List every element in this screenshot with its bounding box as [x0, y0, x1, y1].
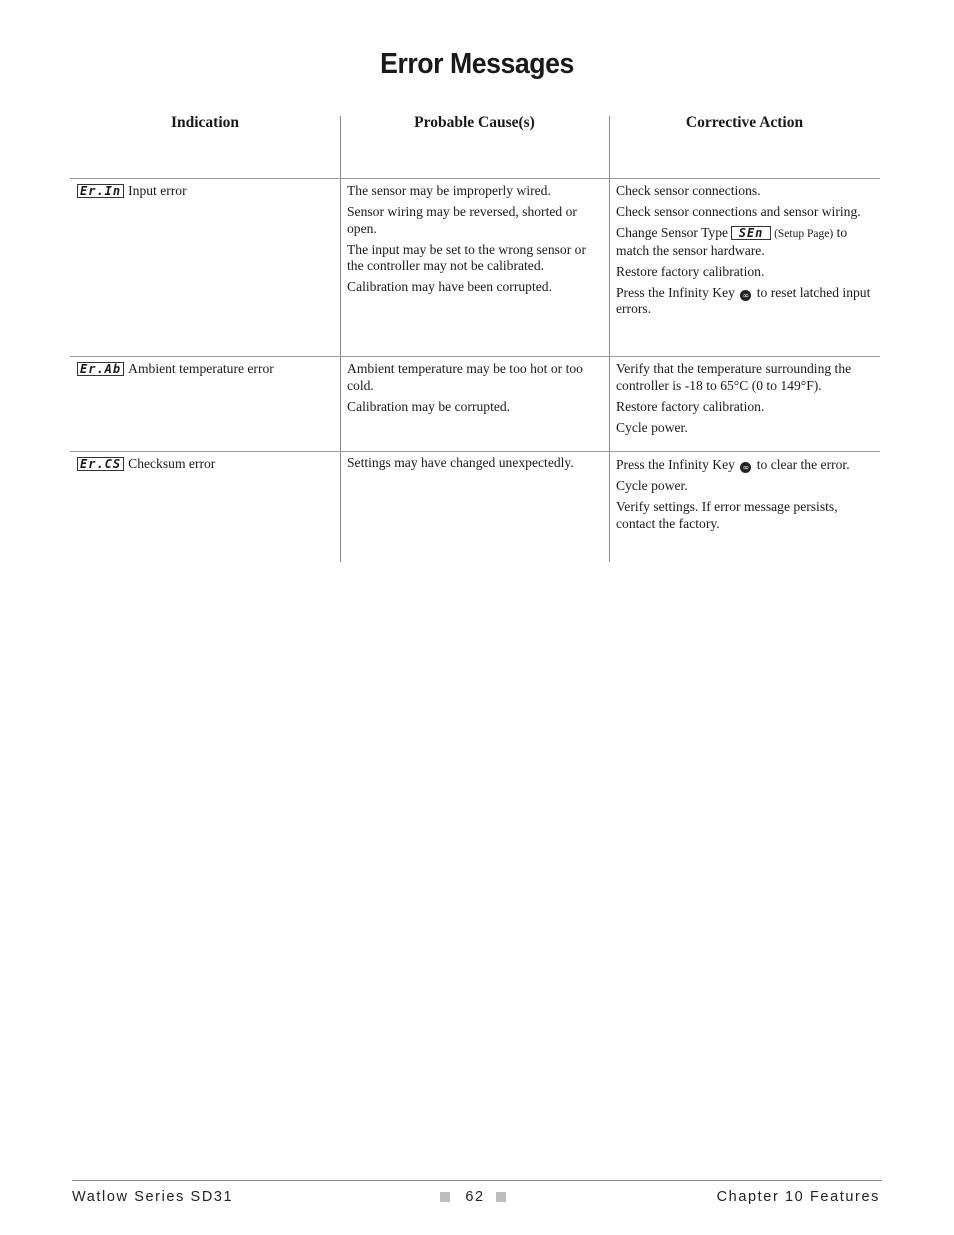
cause-text: Ambient temperature may be too hot or too cold. — [347, 361, 583, 393]
cause-text: The sensor may be improperly wired. — [347, 183, 551, 198]
footer-chapter: Chapter 10 Features — [716, 1189, 880, 1205]
table-row-actions — [616, 457, 876, 537]
table-row-actions — [616, 361, 876, 441]
action-text: Cycle power. — [616, 419, 688, 435]
action-text-part: Press the Infinity Key — [616, 457, 735, 472]
lcd-code-icon: SEn — [731, 226, 771, 240]
row-divider — [70, 356, 880, 357]
header-indication: Indication — [170, 114, 240, 131]
cause-text: Settings may have changed unexpectedly. — [347, 455, 574, 470]
action-text-part: Change Sensor Type — [616, 225, 729, 240]
footer-square-icon — [440, 1192, 450, 1202]
page-number: 62 — [465, 1189, 485, 1205]
lcd-code-icon: Er.Ab — [77, 362, 124, 376]
lcd-code-icon: Er.CS — [77, 457, 124, 471]
row-divider — [70, 451, 880, 452]
action-text: Restore factory calibration. — [616, 398, 765, 414]
action-text: Verify settings. If error message persists, contact the factory. — [616, 499, 838, 531]
table-row-indication — [77, 456, 337, 473]
page-title: Error Messages — [380, 48, 574, 80]
error-label: Checksum error — [128, 456, 216, 471]
infinity-key-icon: ∞ — [740, 462, 751, 473]
table-row-causes — [347, 361, 605, 420]
action-text: Check sensor connections. — [616, 183, 761, 198]
lcd-code-icon: Er.In — [77, 184, 124, 198]
table-row-indication — [77, 361, 337, 378]
action-text: Cycle power. — [616, 478, 688, 493]
cause-text: Calibration may be corrupted. — [347, 398, 511, 414]
table-row-indication — [77, 183, 337, 200]
action-text-part: to reset latched input errors. — [616, 284, 871, 316]
infinity-key-icon: ∞ — [740, 290, 751, 301]
action-text: Verify that the temperature surrounding the controller is -18 to 65°C (0 to 149°F). — [616, 361, 852, 393]
header-corrective-action: Corrective Action — [685, 114, 804, 131]
action-text-part: to clear the error. — [756, 457, 850, 472]
action-text-part: Press the Infinity Key — [616, 284, 735, 300]
cause-text: Calibration may have been corrupted. — [347, 279, 552, 294]
action-text — [616, 457, 876, 474]
header-probable-cause: Probable Cause(s) — [414, 114, 535, 131]
row-divider — [70, 178, 880, 179]
footer-rule — [72, 1180, 882, 1181]
action-text: Check sensor connections and sensor wiring. — [616, 204, 861, 219]
table-row-actions — [616, 183, 876, 322]
action-text-part: to match the sensor hardware. — [616, 225, 848, 258]
cause-text: The input may be set to the wrong sensor or the controller may not be calibrated. — [347, 241, 586, 273]
footer-square-icon — [496, 1192, 506, 1202]
column-divider — [609, 116, 610, 562]
setup-page-note: (Setup Page) — [774, 228, 834, 240]
action-text — [616, 285, 876, 318]
action-text — [616, 225, 876, 259]
error-label: Input error — [128, 183, 187, 198]
table-row-causes — [347, 183, 605, 300]
column-divider — [340, 116, 341, 562]
footer-series: Watlow Series SD31 — [72, 1189, 234, 1205]
cause-text: Sensor wiring may be reversed, shorted or open. — [347, 204, 577, 236]
action-text: Restore factory calibration. — [616, 263, 765, 279]
error-label: Ambient temperature error — [128, 361, 274, 376]
table-row-causes — [347, 455, 605, 476]
